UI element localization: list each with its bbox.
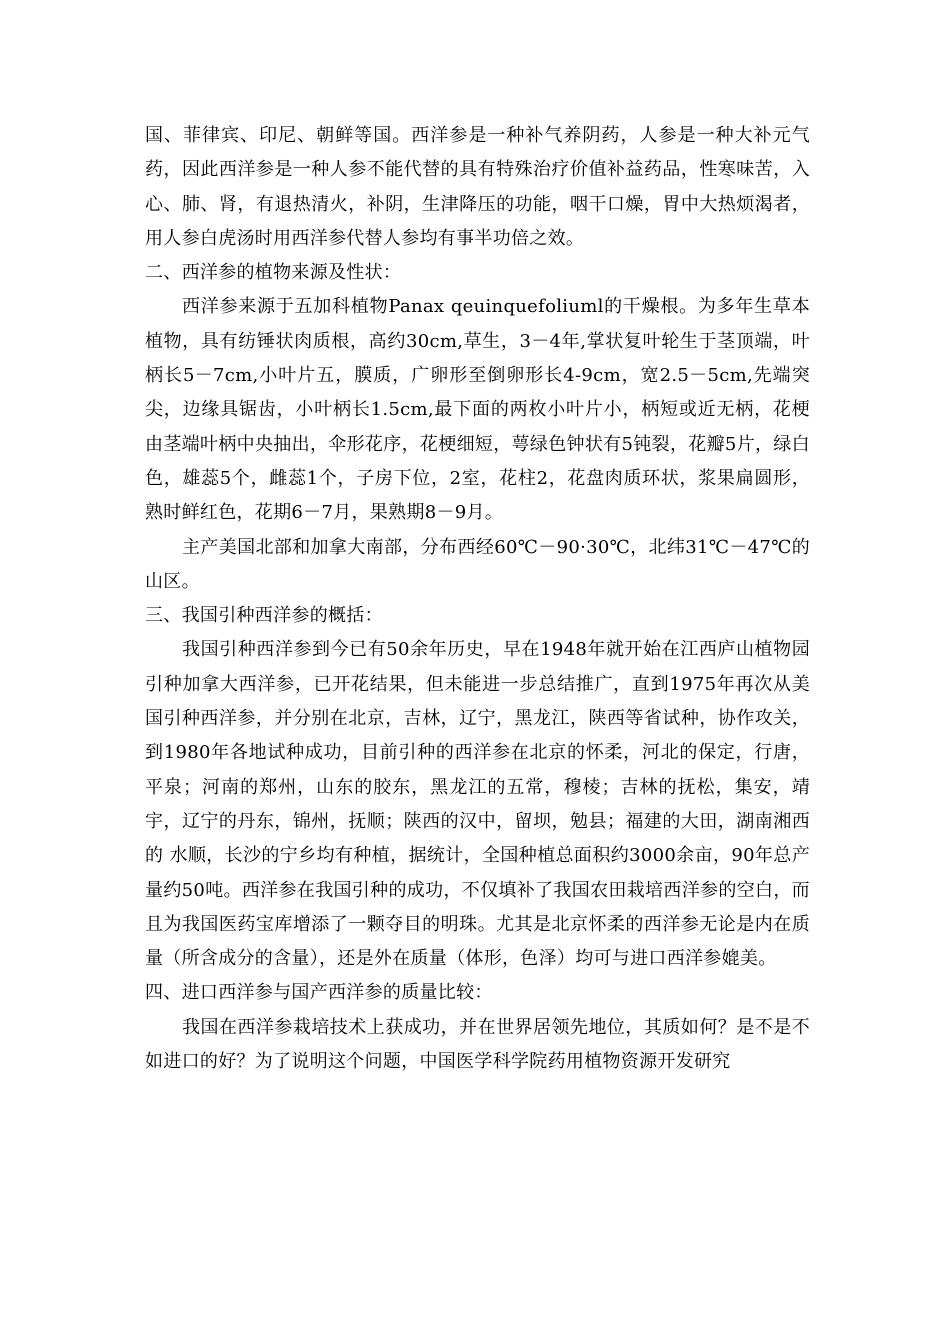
paragraph-introduction-history: 我国引种西洋参到今已有50余年历史，早在1948年就开始在江西庐山植物园引种加拿大西洋参，已开花结果，但未能进一步总结推广，直到1975年再次从美国引种西洋参，并分别在北京，吉林，辽宁，黑龙江，陕西等省试种，协作攻关，到1980年各地试种成功，目前引种的西洋参在北京的怀柔，河北的保定，行唐，平泉；河南的郑州，山东的胶东，黑龙江的五常，穆棱；吉林的抚松，集安，靖宇，辽宁的丹东，锦州，抚顺；陕西的汉中，留坝，勉县；福建的大田，湖南湘西的 水顺，长沙的宁乡均有种植，据统计，全国种植总面积约3000余亩，90年总产量约50吨。西洋参在我国引种的成功，不仅填补了我国农田栽培西洋参的空白，而且为我国医药宝库增添了一颗夺目的明珠。尤其是北京怀柔的西洋参无论是内在质量（所含成分的含量），还是外在质量（体形，色泽）均可与进口西洋参媲美。	[145, 639, 810, 970]
paragraph-plant-description: 西洋参来源于五加科植物Panax qeuinquefoliuml的干燥根。为多年生草本植物，具有纺锤状肉质根，高约30cm,草生，3－4年,掌状复叶轮生于茎顶端，叶柄长5－7cm,小叶片五，膜质，广卵形至倒卵形长4-9cm，宽2.5－5cm,先端突尖，边缘具锯齿，小叶柄长1.5cm,最下面的两枚小叶片小，柄短或近无柄，花梗由茎端叶柄中央抽出，伞形花序，花梗细短，萼绿色钟状有5钝裂，花瓣5片，绿白色，雄蕊5个，雌蕊1个，子房下位，2室，花柱2，花盘肉质环状，浆果扁圆形，熟时鲜红色，花期6－7月，果熟期8－9月。	[145, 296, 810, 524]
document-body	[145, 119, 810, 1079]
section-heading-2: 二、西洋参的植物来源及性状：	[145, 262, 402, 284]
paragraph-distribution: 主产美国北部和加拿大南部，分布西经60℃－90·30℃，北纬31℃－47℃的山区。	[145, 536, 810, 592]
section-heading-4: 四、进口西洋参与国产西洋参的质量比较：	[145, 982, 493, 1004]
paragraph-intro-efficacy: 国、菲律宾、印尼、朝鲜等国。西洋参是一种补气养阴药，人参是一种大补元气药，因此西洋参是一种人参不能代替的具有特殊治疗价值补益药品，性寒味苦，入心、肺、肾，有退热清火，补阴，生津降压的功能，咽干口燥，胃中大热烦渴者，用人参白虎汤时用西洋参代替人参均有事半功倍之效。	[145, 125, 810, 249]
paragraph-quality-comparison: 我国在西洋参栽培技术上获成功，并在世界居领先地位，其质如何？是不是不如进口的好？为了说明这个问题，中国医学科学院药用植物资源开发研究	[145, 1016, 810, 1073]
section-heading-3: 三、我国引种西洋参的概括：	[145, 605, 383, 627]
